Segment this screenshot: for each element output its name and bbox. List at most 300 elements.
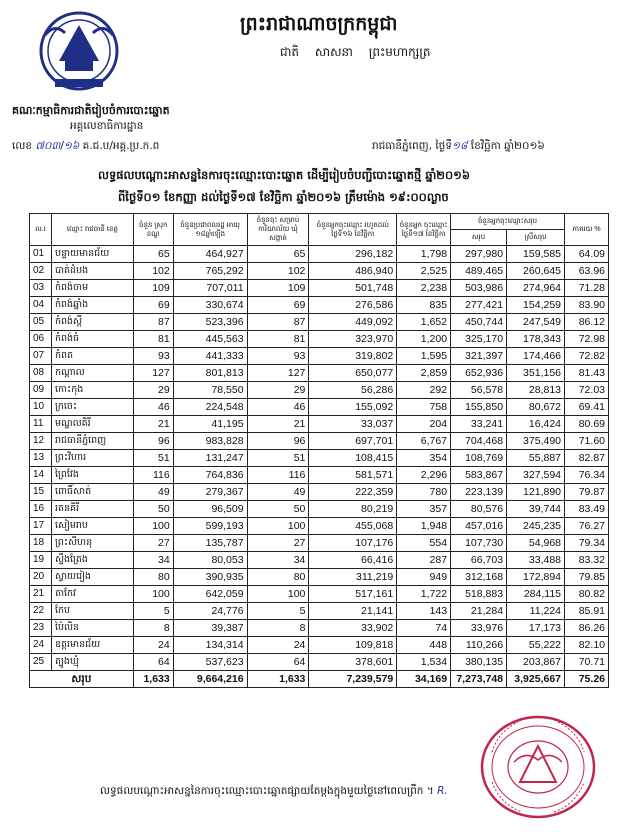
cell-reg: 581,571 — [309, 467, 397, 484]
cell-fem: 203,867 — [507, 654, 565, 671]
cell-reg: 378,601 — [309, 654, 397, 671]
document-title: លទ្ធផលបណ្ដោះអាសន្ននៃការចុះឈ្មោះបោះឆ្នោត ដើម្បីរៀបចំបញ្ជីបោះឆ្នោតថ្មី ឆ្នាំ២០១៦ — [98, 168, 470, 182]
cell-off: 127 — [247, 365, 309, 382]
total-label: សរុប — [30, 671, 134, 688]
cell-off: 64 — [247, 654, 309, 671]
cell-name: រតនគិរី — [51, 501, 133, 518]
cell-name: តាកែវ — [51, 586, 133, 603]
cell-fem: 11,224 — [507, 603, 565, 620]
table-row — [30, 535, 609, 552]
header-total-group: ចំនួនអ្នកចុះឈ្មោះសរុប — [451, 214, 565, 230]
cell-new: 758 — [397, 399, 451, 416]
committee-name: គណៈកម្មាធិការជាតិរៀបចំការបោះឆ្នោត — [12, 104, 170, 117]
cell-name: ព្រះវិហារ — [51, 450, 133, 467]
cell-off: 96 — [247, 433, 309, 450]
cell-new: 1,722 — [397, 586, 451, 603]
cell-pct: 82.10 — [565, 637, 609, 654]
cell-off: 65 — [247, 246, 309, 263]
cell-reg: 222,359 — [309, 484, 397, 501]
date-rest: ខែវិច្ឆិកា ឆ្នាំ២០១៦ — [470, 140, 545, 152]
cell-pct: 71.28 — [565, 280, 609, 297]
cell-new: 287 — [397, 552, 451, 569]
table-row — [30, 518, 609, 535]
cell-tot: 21,284 — [451, 603, 507, 620]
cell-pop: 330,674 — [173, 297, 247, 314]
cell-d: 8 — [133, 620, 173, 637]
cell-reg: 650,077 — [309, 365, 397, 382]
cell-pop: 279,367 — [173, 484, 247, 501]
cell-tot: 380,135 — [451, 654, 507, 671]
cell-pct: 72.03 — [565, 382, 609, 399]
table-body — [30, 246, 609, 688]
cell-name: បន្ទាយមានជ័យ — [51, 246, 133, 263]
cell-fem: 154,259 — [507, 297, 565, 314]
cell-tot: 518,883 — [451, 586, 507, 603]
cell-name: ព្រៃវែង — [51, 467, 133, 484]
cell-name: កំពង់ឆ្នាំង — [51, 297, 133, 314]
cell-tot: 325,170 — [451, 331, 507, 348]
cell-d: 69 — [133, 297, 173, 314]
table-row — [30, 603, 609, 620]
cell-pop: 642,059 — [173, 586, 247, 603]
official-seal — [478, 712, 598, 822]
footer-note — [100, 785, 448, 800]
cell-pct: 76.27 — [565, 518, 609, 535]
cell-d: 109 — [133, 280, 173, 297]
kingdom-title: ព្រះរាជាណាចក្រកម្ពុជា — [240, 13, 398, 35]
cell-pop: 765,292 — [173, 263, 247, 280]
table-row — [30, 433, 609, 450]
cell-no: 03 — [30, 280, 52, 297]
cell-pop: 39,387 — [173, 620, 247, 637]
cell-reg: 296,182 — [309, 246, 397, 263]
cell-tot: 457,016 — [451, 518, 507, 535]
cell-no: 08 — [30, 365, 52, 382]
table-row — [30, 569, 609, 586]
cell-off: 100 — [247, 586, 309, 603]
cell-tot: 108,769 — [451, 450, 507, 467]
cell-pop: 441,333 — [173, 348, 247, 365]
cell-fem: 55,222 — [507, 637, 565, 654]
cell-name: កំពត — [51, 348, 133, 365]
cell-reg: 66,416 — [309, 552, 397, 569]
cell-d: 34 — [133, 552, 173, 569]
cell-new: 292 — [397, 382, 451, 399]
cell-d: 49 — [133, 484, 173, 501]
header-no: ល.រ — [30, 214, 52, 246]
table-row — [30, 501, 609, 518]
table-row — [30, 331, 609, 348]
date-day: ១៨ — [452, 140, 468, 152]
cell-reg: 486,940 — [309, 263, 397, 280]
cell-off: 100 — [247, 518, 309, 535]
cell-reg: 501,748 — [309, 280, 397, 297]
cell-no: 24 — [30, 637, 52, 654]
cell-tot: 277,421 — [451, 297, 507, 314]
cell-pop: 135,787 — [173, 535, 247, 552]
cell-pct: 64.09 — [565, 246, 609, 263]
cell-name: កំពង់ស្ពឺ — [51, 314, 133, 331]
cell-no: 23 — [30, 620, 52, 637]
cell-new: 780 — [397, 484, 451, 501]
cell-new: 949 — [397, 569, 451, 586]
cell-pop: 96,509 — [173, 501, 247, 518]
cell-off: 51 — [247, 450, 309, 467]
table-row — [30, 314, 609, 331]
cell-fem: 80,672 — [507, 399, 565, 416]
cell-reg: 56,286 — [309, 382, 397, 399]
total-off: 1,633 — [247, 671, 309, 688]
cell-pop: 523,396 — [173, 314, 247, 331]
cell-new: 554 — [397, 535, 451, 552]
cell-fem: 327,594 — [507, 467, 565, 484]
cell-reg: 311,219 — [309, 569, 397, 586]
cell-pct: 80.69 — [565, 416, 609, 433]
cell-new: 1,948 — [397, 518, 451, 535]
cell-name: ក្រចេះ — [51, 399, 133, 416]
cell-new: 1,534 — [397, 654, 451, 671]
cell-fem: 274,964 — [507, 280, 565, 297]
table-row — [30, 552, 609, 569]
cell-tot: 155,850 — [451, 399, 507, 416]
cell-pct: 81.43 — [565, 365, 609, 382]
document-subtitle: ពីថ្ងៃទី០១ ខែកញ្ញា ដល់ថ្ងៃទី១៧ ខែវិច្ឆិកា ឆ្នាំ២០១៦ ត្រឹមម៉ោង ១៩:០០ល្ងាច — [118, 190, 449, 204]
cell-reg: 517,161 — [309, 586, 397, 603]
cell-fem: 284,115 — [507, 586, 565, 603]
cell-new: 2,238 — [397, 280, 451, 297]
ref-suffix: គ.ជ.ប/អគ្គ.ប្រ.ក.ព — [82, 140, 160, 152]
cell-fem: 159,585 — [507, 246, 565, 263]
cell-new: 835 — [397, 297, 451, 314]
cell-no: 07 — [30, 348, 52, 365]
cell-new: 6,767 — [397, 433, 451, 450]
cell-name: ឧត្ដរមានជ័យ — [51, 637, 133, 654]
table-row — [30, 620, 609, 637]
table-row — [30, 382, 609, 399]
cell-tot: 450,744 — [451, 314, 507, 331]
cell-off: 69 — [247, 297, 309, 314]
cell-new: 1,595 — [397, 348, 451, 365]
general-secretariat: អគ្គលេខាធិការដ្ឋាន — [70, 120, 144, 132]
cell-no: 21 — [30, 586, 52, 603]
table-row — [30, 297, 609, 314]
cell-name: រាជធានីភ្នំពេញ — [51, 433, 133, 450]
cell-reg: 21,141 — [309, 603, 397, 620]
cell-fem: 174,466 — [507, 348, 565, 365]
cell-no: 04 — [30, 297, 52, 314]
table-row — [30, 416, 609, 433]
cell-d: 27 — [133, 535, 173, 552]
cell-no: 15 — [30, 484, 52, 501]
cell-pct: 72.82 — [565, 348, 609, 365]
table-row — [30, 450, 609, 467]
cell-d: 127 — [133, 365, 173, 382]
cell-reg: 80,219 — [309, 501, 397, 518]
cell-fem: 16,424 — [507, 416, 565, 433]
reference-number: លេខ ៧០៣/១៦ គ.ជ.ប/អគ្គ.ប្រ.ក.ព — [12, 140, 160, 152]
cell-tot: 66,703 — [451, 552, 507, 569]
cell-d: 5 — [133, 603, 173, 620]
cell-off: 8 — [247, 620, 309, 637]
header-registered-to: ចំនួនអ្នកចុះឈ្មោះ រហូតដល់ថ្ងៃទី១៦ ខែវិច្ឆិកា — [309, 214, 397, 246]
cell-fem: 39,744 — [507, 501, 565, 518]
cell-name: សៀមរាប — [51, 518, 133, 535]
table-row — [30, 365, 609, 382]
cell-pct: 63.96 — [565, 263, 609, 280]
cell-tot: 80,576 — [451, 501, 507, 518]
cell-tot: 583,867 — [451, 467, 507, 484]
cell-new: 143 — [397, 603, 451, 620]
cell-d: 87 — [133, 314, 173, 331]
cell-tot: 33,241 — [451, 416, 507, 433]
cell-tot: 223,139 — [451, 484, 507, 501]
cell-pop: 134,314 — [173, 637, 247, 654]
cell-fem: 245,235 — [507, 518, 565, 535]
cell-no: 06 — [30, 331, 52, 348]
cell-reg: 449,092 — [309, 314, 397, 331]
cell-name: ពោធិ៍សាត់ — [51, 484, 133, 501]
cell-pop: 464,927 — [173, 246, 247, 263]
cell-off: 46 — [247, 399, 309, 416]
cell-pop: 24,776 — [173, 603, 247, 620]
cell-new: 1,200 — [397, 331, 451, 348]
table-row — [30, 348, 609, 365]
cell-pop: 801,813 — [173, 365, 247, 382]
cell-name: ស្វាយរៀង — [51, 569, 133, 586]
cell-tot: 312,168 — [451, 569, 507, 586]
cell-d: 116 — [133, 467, 173, 484]
cell-reg: 33,037 — [309, 416, 397, 433]
cell-d: 51 — [133, 450, 173, 467]
cell-off: 81 — [247, 331, 309, 348]
cell-name: កែប — [51, 603, 133, 620]
cell-d: 21 — [133, 416, 173, 433]
header-districts: ចំនួន ស្រុក ខណ្ឌ — [133, 214, 173, 246]
cell-d: 100 — [133, 518, 173, 535]
cell-pct: 79.34 — [565, 535, 609, 552]
cell-off: 87 — [247, 314, 309, 331]
table-total-row — [30, 671, 609, 688]
cell-no: 14 — [30, 467, 52, 484]
cell-fem: 121,890 — [507, 484, 565, 501]
cell-fem: 172,894 — [507, 569, 565, 586]
cell-off: 93 — [247, 348, 309, 365]
cell-pct: 82.87 — [565, 450, 609, 467]
cell-name: ព្រះសីហនុ — [51, 535, 133, 552]
table-row — [30, 654, 609, 671]
motto-nation: ជាតិ — [280, 45, 300, 59]
cell-off: 29 — [247, 382, 309, 399]
cell-pct: 83.49 — [565, 501, 609, 518]
cell-new: 74 — [397, 620, 451, 637]
cell-name: កោះកុង — [51, 382, 133, 399]
cell-reg: 455,068 — [309, 518, 397, 535]
header-total: សរុប — [451, 230, 507, 246]
cell-pop: 707,011 — [173, 280, 247, 297]
cell-no: 17 — [30, 518, 52, 535]
cell-pct: 79.85 — [565, 569, 609, 586]
table-row — [30, 637, 609, 654]
cell-reg: 107,176 — [309, 535, 397, 552]
cell-tot: 321,397 — [451, 348, 507, 365]
total-d: 1,633 — [133, 671, 173, 688]
cell-pct: 76.34 — [565, 467, 609, 484]
cell-pop: 78,550 — [173, 382, 247, 399]
ref-hand-number: ៧០៣ — [35, 140, 61, 152]
header-name: ឈ្មោះ រាជធានី ខេត្ត — [51, 214, 133, 246]
cell-off: 5 — [247, 603, 309, 620]
cell-name: ប៉ៃលិន — [51, 620, 133, 637]
table-header-row — [30, 214, 609, 230]
cell-new: 448 — [397, 637, 451, 654]
cell-d: 65 — [133, 246, 173, 263]
cell-new: 357 — [397, 501, 451, 518]
footer-text: លទ្ធផលបណ្ដោះអាសន្ននៃការចុះឈ្មោះបោះឆ្នោតផ្សាយតែម្ដងក្នុងមួយថ្ងៃនៅពេលព្រឹក ។ — [100, 785, 434, 797]
cell-off: 109 — [247, 280, 309, 297]
cell-pct: 72.98 — [565, 331, 609, 348]
cell-pct: 83.90 — [565, 297, 609, 314]
date-prefix: រាជធានីភ្នំពេញ, ថ្ងៃទី — [372, 140, 452, 152]
cell-pct: 86.12 — [565, 314, 609, 331]
total-pct: 75.26 — [565, 671, 609, 688]
cell-reg: 109,818 — [309, 637, 397, 654]
cell-d: 81 — [133, 331, 173, 348]
cell-name: កំពង់ចាម — [51, 280, 133, 297]
cell-pop: 131,247 — [173, 450, 247, 467]
cell-no: 22 — [30, 603, 52, 620]
cell-new: 1,652 — [397, 314, 451, 331]
header-population: ចំនួនប្រជាពលរដ្ឋ អាយុ ១៨ឆ្នាំឡើង — [173, 214, 247, 246]
cell-d: 29 — [133, 382, 173, 399]
nec-logo — [35, 5, 123, 93]
cell-name: មណ្ឌលគិរី — [51, 416, 133, 433]
cell-pop: 764,836 — [173, 467, 247, 484]
cell-d: 24 — [133, 637, 173, 654]
cell-no: 02 — [30, 263, 52, 280]
cell-pct: 79.87 — [565, 484, 609, 501]
cell-tot: 33,976 — [451, 620, 507, 637]
cell-fem: 55,887 — [507, 450, 565, 467]
cell-new: 2,296 — [397, 467, 451, 484]
header-new-day: ចំនួនអ្នក ចុះឈ្មោះ ថ្ងៃទី១៧ ខែវិច្ឆិកា — [397, 214, 451, 246]
cell-off: 116 — [247, 467, 309, 484]
cell-reg: 33,902 — [309, 620, 397, 637]
cell-d: 80 — [133, 569, 173, 586]
cell-pop: 599,193 — [173, 518, 247, 535]
table-row — [30, 467, 609, 484]
cell-reg: 319,802 — [309, 348, 397, 365]
cell-no: 18 — [30, 535, 52, 552]
cell-tot: 652,936 — [451, 365, 507, 382]
table-row — [30, 484, 609, 501]
cell-d: 64 — [133, 654, 173, 671]
cell-off: 34 — [247, 552, 309, 569]
cell-pct: 86.26 — [565, 620, 609, 637]
cell-pct: 70.71 — [565, 654, 609, 671]
cell-no: 20 — [30, 569, 52, 586]
cell-pct: 71.60 — [565, 433, 609, 450]
cell-no: 05 — [30, 314, 52, 331]
cell-no: 09 — [30, 382, 52, 399]
cell-pop: 224,548 — [173, 399, 247, 416]
cell-tot: 704,468 — [451, 433, 507, 450]
cell-new: 204 — [397, 416, 451, 433]
dateline — [372, 140, 545, 155]
cell-fem: 54,968 — [507, 535, 565, 552]
cell-reg: 108,415 — [309, 450, 397, 467]
header-percent: ភាគរយ % — [565, 214, 609, 246]
total-new: 34,169 — [397, 671, 451, 688]
cell-new: 2,525 — [397, 263, 451, 280]
total-tot: 7,273,748 — [451, 671, 507, 688]
header-female: ស្រីសរុប — [507, 230, 565, 246]
cell-no: 25 — [30, 654, 52, 671]
cell-off: 24 — [247, 637, 309, 654]
national-motto — [280, 44, 443, 62]
cell-new: 2,859 — [397, 365, 451, 382]
cell-fem: 28,813 — [507, 382, 565, 399]
header-offices: ចំនួនចុះ សម្រាប់ ការិយាល័យ ឃុំ សង្កាត់ — [247, 214, 309, 246]
cell-no: 13 — [30, 450, 52, 467]
cell-tot: 489,465 — [451, 263, 507, 280]
cell-pop: 537,623 — [173, 654, 247, 671]
cell-fem: 178,343 — [507, 331, 565, 348]
cell-name: កំពង់ធំ — [51, 331, 133, 348]
cell-tot: 110,266 — [451, 637, 507, 654]
cell-name: ត្បូងឃ្មុំ — [51, 654, 133, 671]
cell-tot: 56,578 — [451, 382, 507, 399]
cell-pop: 390,935 — [173, 569, 247, 586]
registration-table — [29, 213, 609, 688]
cell-d: 96 — [133, 433, 173, 450]
cell-off: 102 — [247, 263, 309, 280]
table-row — [30, 586, 609, 603]
cell-off: 50 — [247, 501, 309, 518]
cell-d: 100 — [133, 586, 173, 603]
cell-no: 19 — [30, 552, 52, 569]
cell-tot: 107,730 — [451, 535, 507, 552]
cell-no: 12 — [30, 433, 52, 450]
cell-d: 93 — [133, 348, 173, 365]
cell-pop: 445,563 — [173, 331, 247, 348]
cell-tot: 503,986 — [451, 280, 507, 297]
cell-fem: 351,156 — [507, 365, 565, 382]
cell-reg: 323,970 — [309, 331, 397, 348]
cell-pct: 83.32 — [565, 552, 609, 569]
cell-no: 01 — [30, 246, 52, 263]
table-row — [30, 399, 609, 416]
cell-reg: 155,092 — [309, 399, 397, 416]
cell-pct: 69.41 — [565, 399, 609, 416]
cell-d: 50 — [133, 501, 173, 518]
cell-name: ស្ទឹងត្រែង — [51, 552, 133, 569]
cell-fem: 17,173 — [507, 620, 565, 637]
cell-pop: 80,053 — [173, 552, 247, 569]
total-reg: 7,239,579 — [309, 671, 397, 688]
cell-fem: 260,645 — [507, 263, 565, 280]
cell-d: 46 — [133, 399, 173, 416]
motto-religion: សាសនា — [314, 45, 353, 59]
table-row — [30, 263, 609, 280]
cell-new: 1,798 — [397, 246, 451, 263]
cell-new: 354 — [397, 450, 451, 467]
cell-reg: 697,701 — [309, 433, 397, 450]
cell-off: 80 — [247, 569, 309, 586]
total-pop: 9,664,216 — [173, 671, 247, 688]
cell-no: 16 — [30, 501, 52, 518]
footer-initials: R. — [437, 785, 448, 797]
cell-fem: 247,549 — [507, 314, 565, 331]
